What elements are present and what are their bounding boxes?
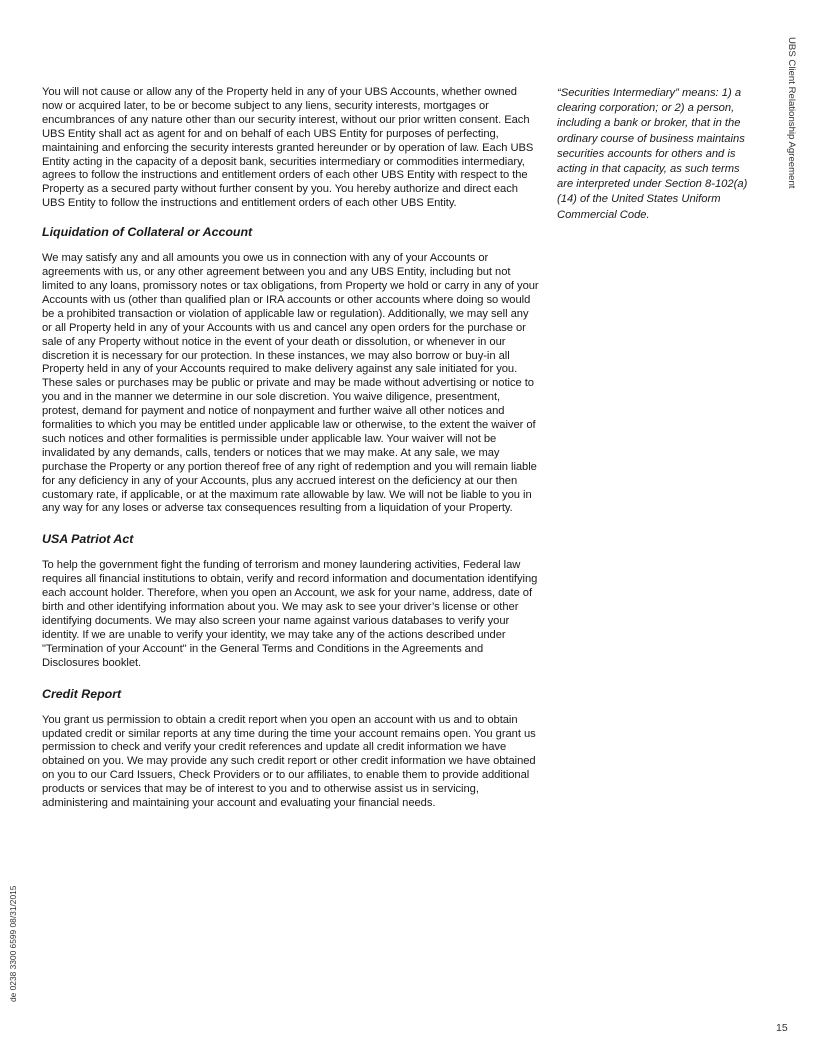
page-number: 15 [776,1022,788,1034]
section-body-credit-report: You grant us permission to obtain a credit report when you open an account with us and to obtain updated credit or similar reports at any time during the time your account remains open. You grant us permission to check and verify your credit references and update all credit information we have obtained on you. We may provide any such credit report or other credit information we have obtained on you to our Card Issuers, Check Providers or to our affiliates, to enable them to provide additional products or services that may be of interest to you and to otherwise assist us in servicing, administering and maintaining your account and evaluating your financial needs. [42,713,536,810]
section-heading-liquidation: Liquidation of Collateral or Account [42,225,253,240]
intro-paragraph: You will not cause or allow any of the Property held in any of your UBS Accounts, whether owned now or acquired later, to be or become subject to any liens, security interests, mortgages or encumbrances of any nature other than our security interest, without our prior written consent. Each UBS Entity shall act as agent for and on behalf of each UBS Entity for purposes of perfecting, maintaining and enforcing the security interests granted hereunder or by operation of law. Each UBS Entity acting in the capacity of a deposit bank, securities intermediary or commodities intermediary, agrees to follow the instructions and entitlement orders of each other UBS Entity with respect to the Property as a secured party without further consent by you. You hereby authorize and direct each UBS Entity to follow the instructions and entitlement orders of each other UBS Entity. [42,86,534,210]
sidebar-definition-note: “Securities Intermediary” means: 1) a clearing corporation; or 2) a person, including a bank or broker, that in the ordinary course of business maintains securities accounts for others and is acting in that capacity, as such terms are interpreted under Section 8-102(a)(14) of the United States Uniform Commercial Code. [557,87,748,221]
document-code: de 0238 3300 6599 08/31/2015 [8,885,18,1002]
section-body-liquidation: We may satisfy any and all amounts you owe us in connection with any of your Accounts or agreements with us, or any other agreement between you and any UBS Entity, including but not limited to any loans, promissory notes or tax obligations, from Property we hold or carry in any of your Accounts with us (other than qualified plan or IRA accounts or other accounts where doing so would be a prohibited transaction or violation of applicable law or regulation). Additionally, we may sell any or all Property held in any of your Accounts with us and cancel any open orders for the purchase or sale of any Property without notice in the event of your death or dissolution, or whenever in our discretion it is necessary for our protection. In these instances, we may also borrow or buy-in all Property held in any of your Accounts required to make delivery against any sale initiated for you. These sales or purchases may be public or private and may be made without advertising or notice to you and in the manner we determine in our sole discretion. You waive diligence, presentment, protest, demand for payment and notice of nonpayment and further waive all other notices and formalities to which you may be entitled under applicable law or otherwise, to the extent the waiver of such notices and other formalities is permissible under applicable law. Your waiver will not be invalidated by any demands, calls, tenders or notices that we may make. At any sale, we may purchase the Property or any portion thereof free of any right of redemption and you will remain liable for any deficiency in any of your Accounts, plus any accrued interest on the deficiency at our then customary rate, if applicable, or at the maximum rate allowable by law. We will not be liable to you in any way for any loses or adverse tax consequences resulting from a liquidation of your Property. [42,252,539,515]
main-column [42,86,540,811]
section-heading-credit-report: Credit Report [42,686,122,701]
section-heading-patriot-act: USA Patriot Act [42,532,134,547]
section-body-patriot-act: To help the government fight the funding of terrorism and money laundering activities, Federal law requires all financial institutions to obtain, verify and record information and documentation identifying each account holder. Therefore, when you open an Account, we ask for your name, address, date of birth and other identifying information about you. We may ask to see your driver’s license or other identifying documents. We may also screen your name against various databases to verify your identity. If we are unable to verify your identity, we may take any of the actions described under "Termination of your Account" in the General Terms and Conditions in the Agreements and Disclosures booklet. [42,559,538,669]
running-header: UBS Client Relationship Agreement [786,37,797,189]
